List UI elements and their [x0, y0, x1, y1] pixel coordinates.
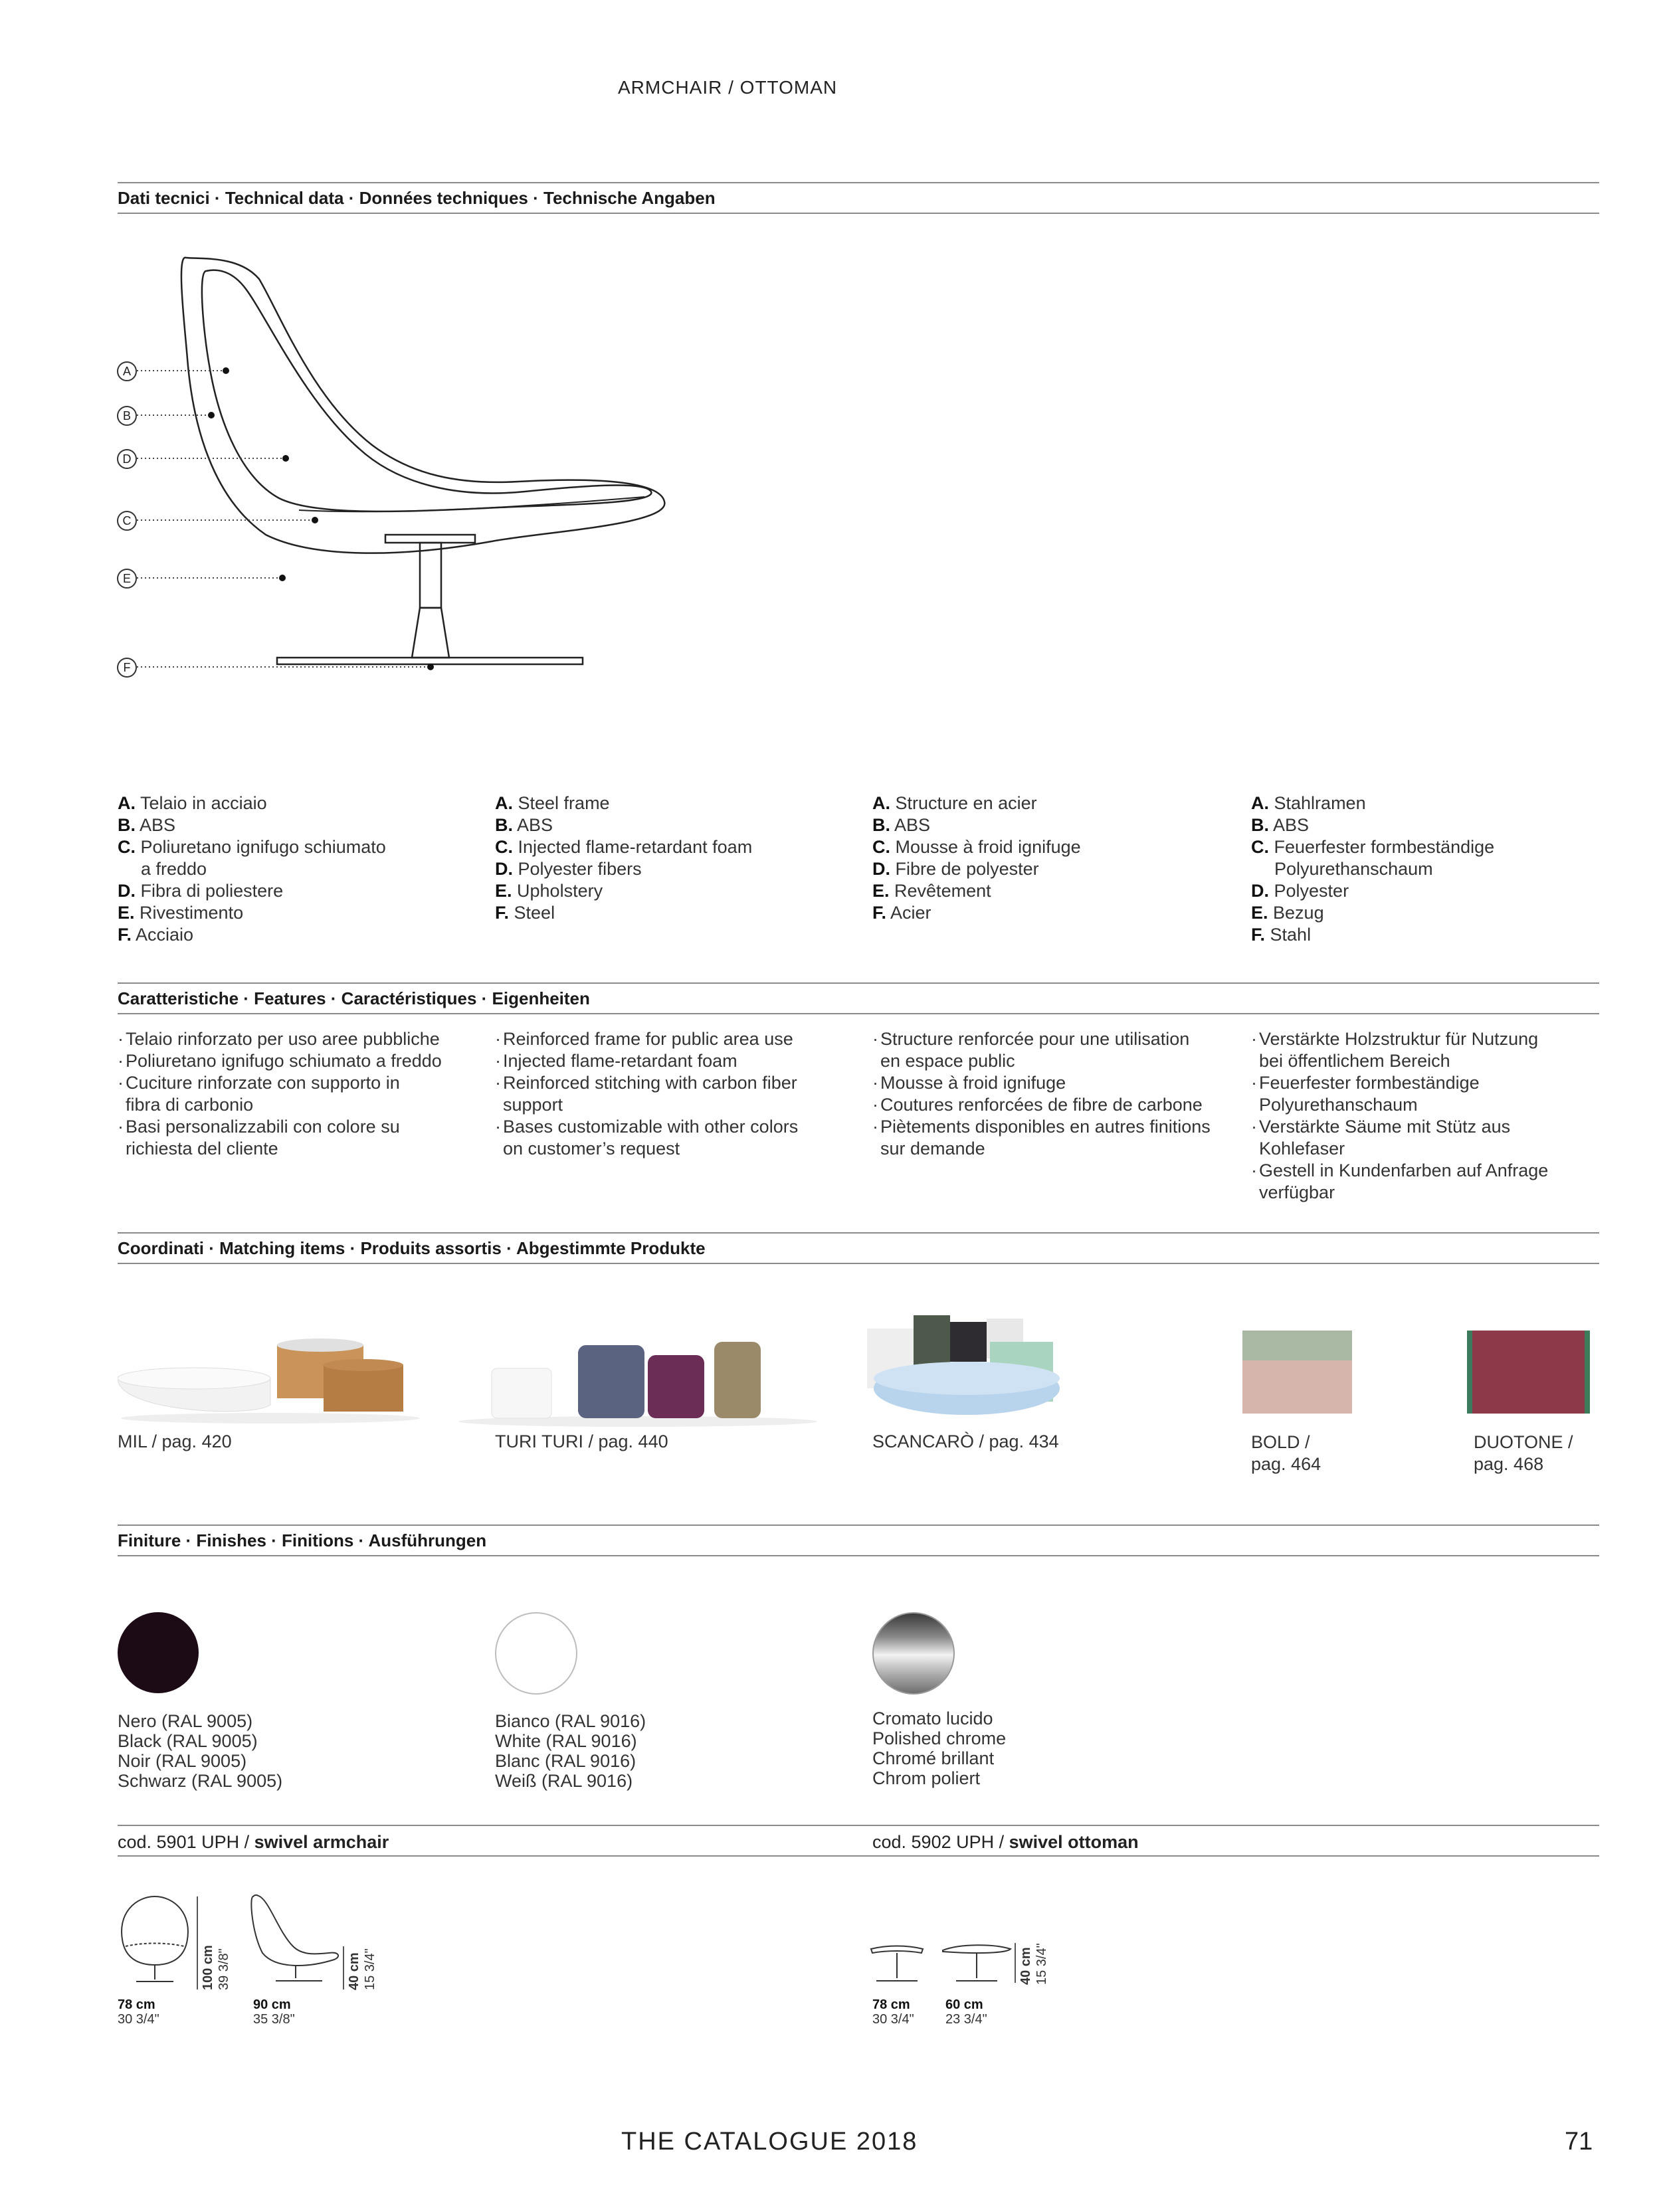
feature-item: · Basi personalizzabili con colore su [118, 1116, 476, 1138]
matching-label-mil[interactable]: MIL / pag. 420 [118, 1431, 232, 1451]
features-list-en [495, 1028, 854, 1160]
armchair-seat-height-inch: 15 3/4" [363, 1948, 377, 1990]
part-key: D. [1251, 881, 1269, 901]
feature-item: · Feuerfester formbeständige [1251, 1072, 1610, 1094]
armchair-depth-label: 90 cm 35 3/8" [253, 1997, 295, 2027]
armchair-front-view [116, 1893, 196, 1993]
part-item [118, 880, 463, 902]
armchair-seat-height-line [343, 1946, 344, 1989]
part-item [118, 792, 463, 814]
armchair-height-line [197, 1896, 198, 1989]
part-key: A. [118, 793, 136, 813]
parts-list-en [495, 792, 840, 924]
armchair-seat-height-label: 40 cm [347, 1952, 361, 1990]
part-item [495, 902, 840, 924]
ottoman-front-view [867, 1940, 927, 1993]
finish-swatch-chrome[interactable] [872, 1612, 955, 1695]
part-key: B. [118, 815, 136, 835]
product-code-armchair[interactable] [118, 1832, 389, 1853]
ottoman-height-line [1015, 1943, 1016, 1983]
callout-a: A [117, 361, 137, 381]
part-key: D. [872, 859, 890, 879]
ottoman-height-inch: 15 3/4" [1034, 1943, 1049, 1985]
part-value: Fibre de polyester [895, 859, 1039, 879]
feature-item: bei öffentlichem Bereich [1259, 1051, 1450, 1071]
part-item [1251, 836, 1597, 858]
part-item [872, 792, 1218, 814]
product-code-line-bottom [118, 1855, 1599, 1857]
part-key: C. [118, 837, 136, 857]
ottoman-height-label: 40 cm [1019, 1947, 1033, 1985]
feature-item: · Injected flame-retardant foam [495, 1050, 854, 1072]
part-item [495, 880, 840, 902]
feature-item: · Coutures renforcées de fibre de carbone [872, 1094, 1231, 1116]
part-key: A. [495, 793, 513, 813]
product-image-bold [1242, 1331, 1355, 1417]
part-key: F. [495, 903, 510, 923]
part-value: Acier [890, 903, 931, 923]
parts-list-fr [872, 792, 1218, 924]
section-header-technical [118, 182, 1599, 214]
stem-cone [412, 608, 449, 658]
ottoman-depth-label: 60 cm 23 3/4" [945, 1997, 987, 2027]
section-title: Finiture · Finishes · Finitions · Ausführungen [118, 1530, 487, 1550]
features-list-de [1251, 1028, 1610, 1204]
callout-f: F [117, 658, 137, 678]
matching-label-duotone[interactable] [1474, 1431, 1573, 1475]
part-item [495, 836, 840, 858]
feature-item: · Mousse à froid ignifuge [872, 1072, 1231, 1094]
part-key: B. [495, 815, 513, 835]
feature-item: Polyurethanschaum [1259, 1095, 1418, 1115]
part-item [118, 814, 463, 836]
ottoman-side-view [940, 1940, 1013, 1993]
stem [420, 543, 441, 608]
part-value: Steel frame [518, 793, 610, 813]
part-item [872, 836, 1218, 858]
parts-list-it [118, 792, 463, 946]
feature-item: richiesta del cliente [126, 1139, 278, 1158]
part-item [1251, 858, 1597, 880]
part-item [1251, 902, 1597, 924]
section-title: Dati tecnici · Technical data · Données techniques · Technische Angaben [118, 188, 716, 208]
feature-item: sur demande [880, 1139, 985, 1158]
feature-item: on customer’s request [503, 1139, 680, 1158]
feature-item: · Gestell in Kundenfarben auf Anfrage [1251, 1160, 1610, 1182]
callout-e: E [117, 569, 137, 589]
product-image-turi-turi [452, 1329, 824, 1428]
matching-label-line: pag. 468 [1474, 1454, 1544, 1474]
part-key: E. [495, 881, 512, 901]
feature-item: · Bases customizable with other colors [495, 1116, 854, 1138]
armchair-technical-drawing [113, 246, 691, 737]
product-image-scancaro [867, 1315, 1120, 1428]
feature-item: · Reinforced stitching with carbon fiber [495, 1072, 854, 1094]
part-value: Poliuretano ignifugo schiumato [140, 837, 386, 857]
part-key: F. [118, 925, 132, 945]
part-value: ABS [517, 815, 553, 835]
part-value: Structure en acier [895, 793, 1037, 813]
feature-item: Kohlefaser [1259, 1139, 1345, 1158]
section-header-features [118, 982, 1599, 1014]
callout-c: C [117, 511, 137, 531]
armchair-height-label: 100 cm [201, 1945, 215, 1990]
part-value: ABS [1273, 815, 1310, 835]
part-item [118, 836, 463, 858]
callout-b: B [117, 406, 137, 426]
feature-item: · Piètements disponibles en autres finitions [872, 1116, 1231, 1138]
part-value: Injected flame-retardant foam [518, 837, 753, 857]
section-title: Caratteristiche · Features · Caractéristiques · Eigenheiten [118, 988, 590, 1008]
armchair-height-inch: 39 3/8" [217, 1948, 231, 1990]
part-item [1251, 792, 1597, 814]
matching-label-line: BOLD / [1251, 1432, 1310, 1452]
callout-d: D [117, 449, 137, 469]
finish-label-black: Nero (RAL 9005) Black (RAL 9005) Noir (RAL 9005) Schwarz (RAL 9005) [118, 1711, 283, 1791]
product-code-line-top [118, 1825, 1599, 1826]
feature-item: · Structure renforcée pour une utilisation [872, 1028, 1231, 1050]
footer-catalogue-title: THE CATALOGUE 2018 [621, 2128, 918, 2156]
part-value: Upholstery [517, 881, 603, 901]
part-key: D. [118, 881, 136, 901]
part-key: D. [495, 859, 513, 879]
part-item [495, 792, 840, 814]
matching-label-bold[interactable] [1251, 1431, 1321, 1475]
part-key: C. [1251, 837, 1269, 857]
part-item [118, 924, 463, 946]
parts-list-de [1251, 792, 1597, 946]
feature-item: en espace public [880, 1051, 1015, 1071]
section-header-finishes [118, 1524, 1599, 1556]
part-value: Stahl [1270, 925, 1312, 945]
page-number: 71 [1565, 2128, 1593, 2156]
part-item [872, 814, 1218, 836]
part-item [1251, 924, 1597, 946]
part-value: Polyester fibers [518, 859, 642, 879]
armchair-side-view [249, 1893, 342, 1993]
part-key: C. [872, 837, 890, 857]
section-title: Coordinati · Matching items · Produits assortis · Abgestimmte Produkte [118, 1238, 706, 1258]
part-value: Mousse à froid ignifuge [895, 837, 1081, 857]
part-value: Rivestimento [140, 903, 244, 923]
product-code: cod. 5902 UPH / [872, 1832, 1009, 1852]
part-key: E. [1251, 903, 1268, 923]
part-key: F. [872, 903, 887, 923]
part-value: Acciaio [136, 925, 194, 945]
feature-item: · Cuciture rinforzate con supporto in [118, 1072, 476, 1094]
part-value: a freddo [141, 859, 207, 879]
part-value: Fibra di poliestere [140, 881, 284, 901]
product-code-ottoman[interactable] [872, 1832, 1139, 1853]
finish-swatch-black[interactable] [118, 1612, 199, 1693]
part-item [118, 902, 463, 924]
feature-item: · Poliuretano ignifugo schiumato a freddo [118, 1050, 476, 1072]
part-value: Revêtement [894, 881, 991, 901]
part-value: ABS [140, 815, 176, 835]
features-list-fr [872, 1028, 1231, 1160]
part-item [872, 858, 1218, 880]
feature-item: · Verstärkte Säume mit Stütz aus [1251, 1116, 1610, 1138]
product-name: swivel armchair [254, 1832, 389, 1852]
section-header-matching [118, 1232, 1599, 1264]
feature-item: support [503, 1095, 563, 1115]
part-key: A. [1251, 793, 1269, 813]
page-header: ARMCHAIR / OTTOMAN [618, 77, 838, 98]
part-key: B. [872, 815, 890, 835]
matching-label-turi-turi[interactable]: TURI TURI / pag. 440 [495, 1431, 668, 1451]
part-value: Bezug [1273, 903, 1324, 923]
part-key: E. [872, 881, 890, 901]
part-item [872, 902, 1218, 924]
part-item [872, 880, 1218, 902]
shell-inner [202, 270, 651, 511]
feature-item: · Verstärkte Holzstruktur für Nutzung [1251, 1028, 1610, 1050]
part-value: Telaio in acciaio [140, 793, 267, 813]
product-image-mil [118, 1325, 423, 1425]
product-code: cod. 5901 UPH / [118, 1832, 254, 1852]
features-list-it [118, 1028, 476, 1160]
matching-label-line: pag. 464 [1251, 1454, 1321, 1474]
product-name: swivel ottoman [1009, 1832, 1139, 1852]
feature-item: · Reinforced frame for public area use [495, 1028, 854, 1050]
matching-label-scancaro[interactable]: SCANCARÒ / pag. 434 [872, 1431, 1059, 1451]
part-item [495, 814, 840, 836]
part-key: B. [1251, 815, 1269, 835]
finish-label-chrome: Cromato lucido Polished chrome Chromé brillant Chrom poliert [872, 1708, 1007, 1788]
part-item [1251, 880, 1597, 902]
product-image-duotone [1467, 1331, 1593, 1417]
part-value: Polyester [1274, 881, 1349, 901]
part-key: F. [1251, 925, 1266, 945]
finish-swatch-white[interactable] [495, 1612, 577, 1695]
part-key: A. [872, 793, 890, 813]
base-plate [277, 658, 583, 664]
base-plate-top [385, 535, 475, 543]
part-item [118, 858, 463, 880]
part-key: C. [495, 837, 513, 857]
part-key: E. [118, 903, 135, 923]
part-value: Stahlramen [1274, 793, 1366, 813]
feature-item: fibra di carbonio [126, 1095, 254, 1115]
part-value: ABS [894, 815, 931, 835]
armchair-width-label: 78 cm 30 3/4" [118, 1997, 159, 2027]
part-item [495, 858, 840, 880]
part-value: Feuerfester formbeständige [1274, 837, 1495, 857]
feature-item: verfügbar [1259, 1182, 1335, 1202]
part-value: Steel [514, 903, 555, 923]
matching-label-line: DUOTONE / [1474, 1432, 1573, 1452]
part-item [1251, 814, 1597, 836]
ottoman-width-label: 78 cm 30 3/4" [872, 1997, 914, 2027]
part-value: Polyurethanschaum [1274, 859, 1433, 879]
finish-label-white: Bianco (RAL 9016) White (RAL 9016) Blanc (RAL 9016) Weiß (RAL 9016) [495, 1711, 646, 1791]
feature-item: · Telaio rinforzato per uso aree pubbliche [118, 1028, 476, 1050]
